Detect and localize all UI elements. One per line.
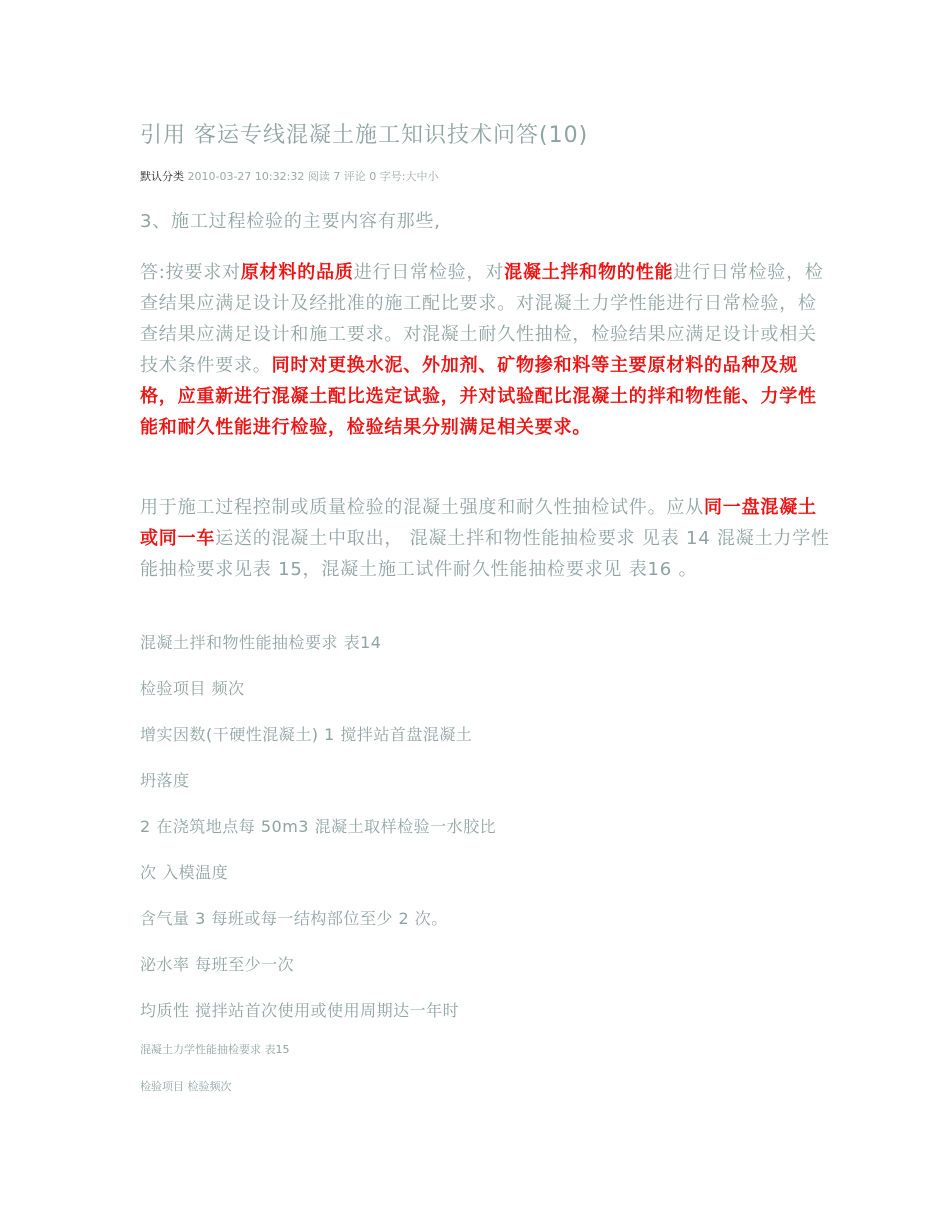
article-title: 引用 客运专线混凝土施工知识技术问答(10) (140, 123, 589, 148)
sampling-paragraph (140, 492, 830, 585)
answer-highlight-3: 同时对更换水泥、外加剂、矿物掺和料等主要原材料的品种及规格，应重新进行混凝土配比选定试验，并对试验配比混凝土的拌和物性能、力学性能和耐久性能进行检验，检验结果分别满足相关要求。 (140, 355, 817, 438)
answer-paragraph (140, 257, 830, 443)
sampling-highlight: 同一盘混凝土或同一车 (140, 497, 817, 549)
category-link[interactable]: 默认分类 (140, 170, 184, 183)
table14-row: 增实因数(干硬性混凝土) 1 搅拌站首盘混凝土 (140, 725, 473, 744)
table15-header: 检验项目 检验频次 (140, 1080, 232, 1093)
sampling-text-2: 运送的混凝土中取出， 混凝土拌和物性能抽检要求 见表 14 混凝土力学性能抽检要求见表 15，混凝土施工试件耐久性能抽检要求见 表16 。 (140, 528, 830, 580)
answer-text-2: 进行日常检验，对 (353, 262, 505, 283)
table14-row: 泌水率 每班至少一次 (140, 955, 295, 974)
table14-title: 混凝土拌和物性能抽检要求 表14 (140, 633, 382, 652)
table14-row: 均质性 搅拌站首次使用或使用周期达一年时 (140, 1001, 460, 1020)
table14-row: 次 入模温度 (140, 863, 229, 882)
table14-row: 检验项目 频次 (140, 679, 245, 698)
table14-row: 坍落度 (140, 771, 190, 790)
answer-text-3: 进行日常检验，检查结果应满足设计及经批准的施工配比要求。对混凝土力学性能进行日常检验，检查结果应满足设计和施工要求。对混凝土耐久性抽检，检验结果应满足设计或相关技术条件要求。 (140, 262, 824, 376)
table15-title: 混凝土力学性能抽检要求 表15 (140, 1043, 290, 1056)
table14-row: 2 在浇筑地点每 50m3 混凝土取样检验一水胶比 (140, 817, 497, 836)
sampling-text-1: 用于施工过程控制或质量检验的混凝土强度和耐久性抽检试件。应从 (140, 497, 704, 518)
answer-text-1: 答:按要求对 (140, 262, 241, 283)
table14-row: 含气量 3 每班或每一结构部位至少 2 次。 (140, 909, 448, 928)
answer-highlight-1: 原材料的品质 (240, 262, 354, 283)
answer-highlight-2: 混凝土拌和物的性能 (504, 262, 674, 283)
meta-info: 2010-03-27 10:32:32 阅读 7 评论 0 字号:大中小 (184, 170, 439, 183)
article-meta (140, 168, 439, 184)
question-heading: 3、施工过程检验的主要内容有那些, (140, 211, 441, 232)
